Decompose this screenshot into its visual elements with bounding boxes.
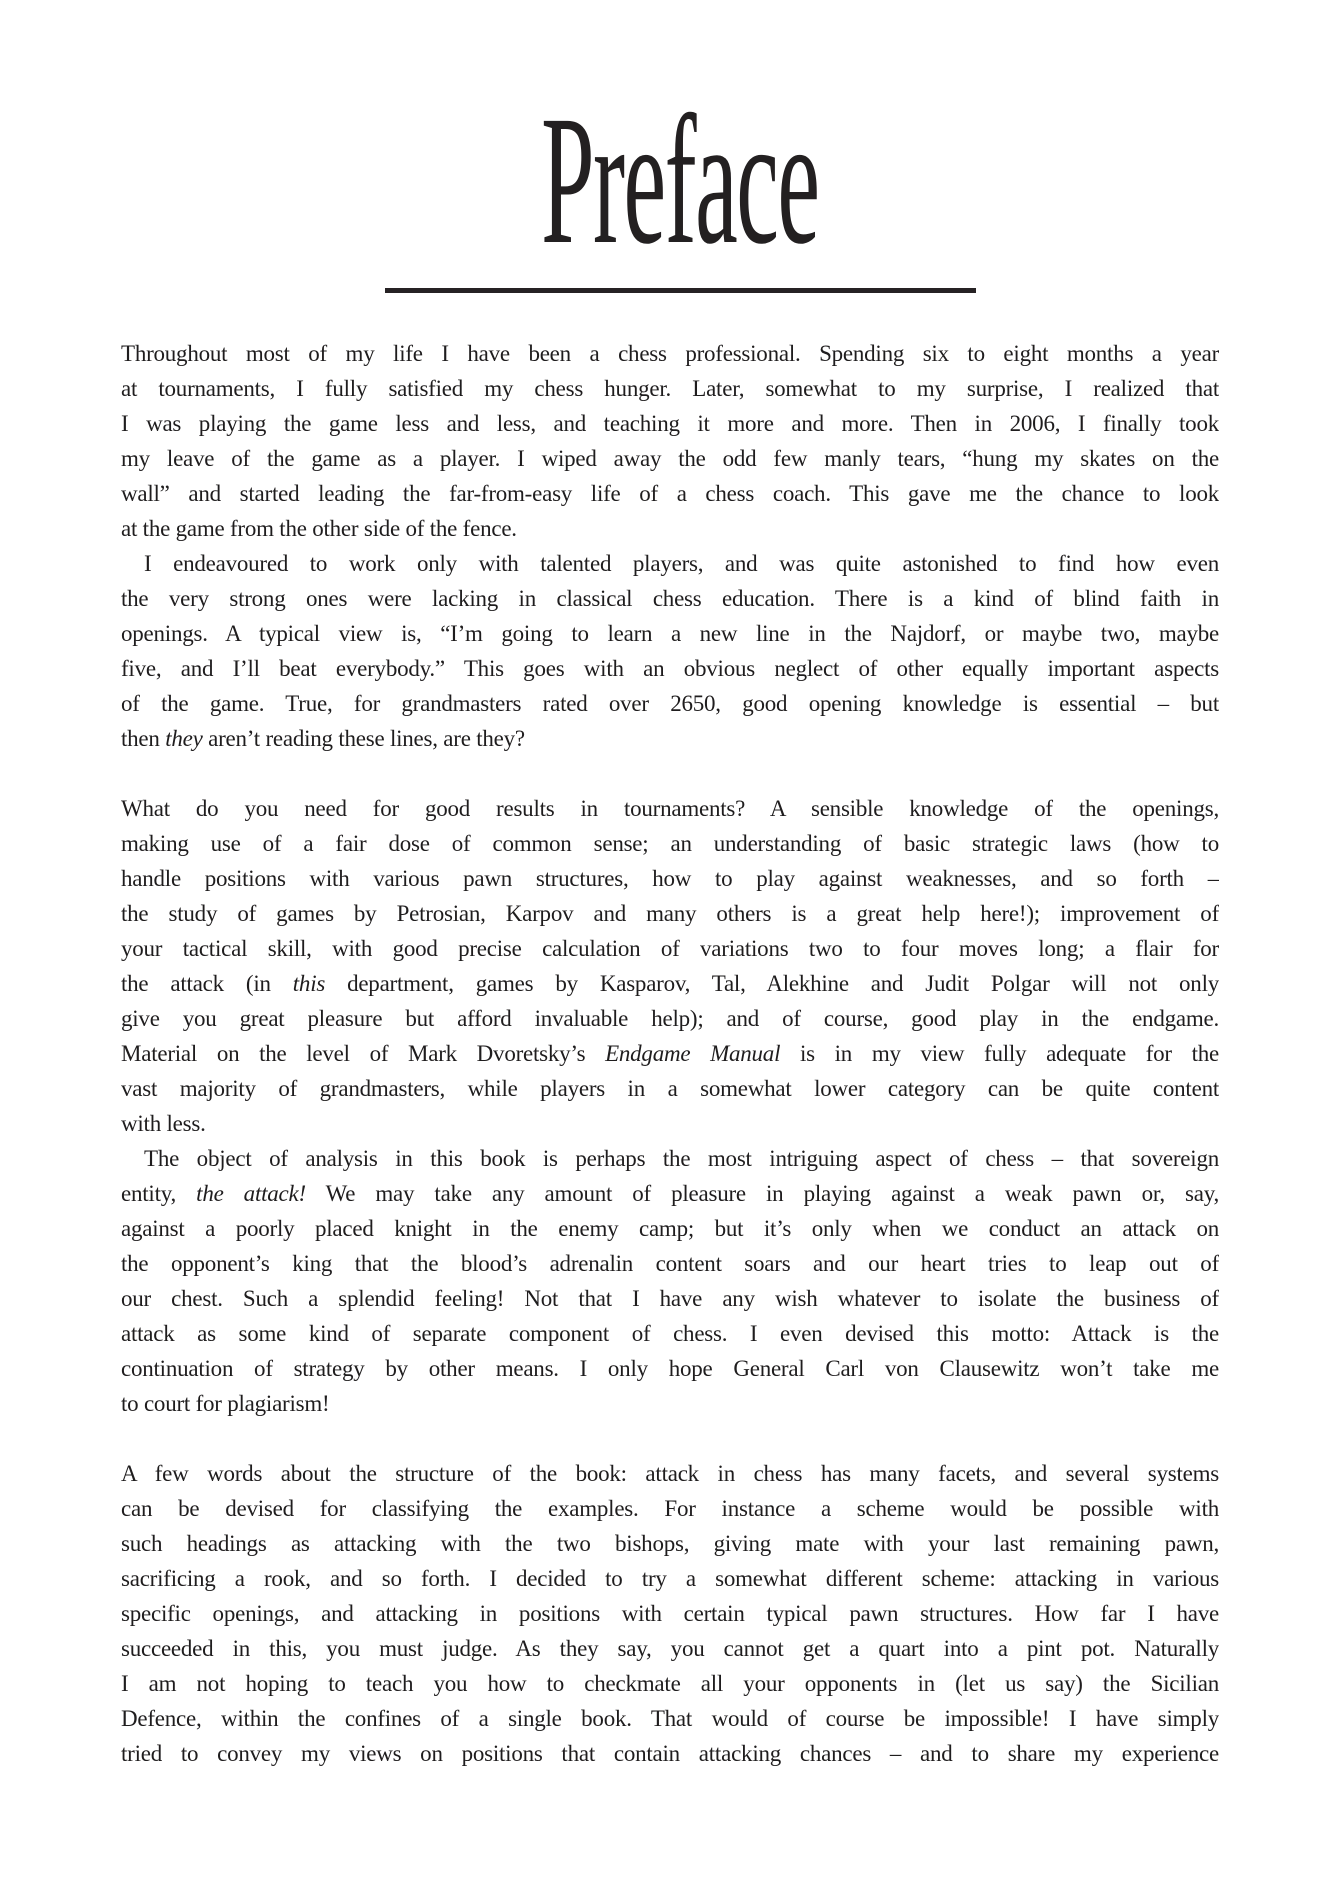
- text-line: [121, 861, 1219, 896]
- text-run: A few words about the structure of the book: attack in chess has many facets, and several systems: [121, 1461, 1219, 1486]
- text-line: [121, 476, 1219, 511]
- text-line: [121, 826, 1219, 861]
- text-run: The object of analysis in this book is perhaps the most intriguing aspect of chess – that sovereign: [144, 1146, 1219, 1171]
- text-line: [121, 966, 1219, 1001]
- italic-text-run: they: [165, 726, 203, 751]
- text-run: Material on the level of Mark Dvoretsky’s: [121, 1041, 606, 1066]
- text-line: [121, 1246, 1219, 1281]
- italic-text-run: Endgame Manual: [605, 1041, 781, 1066]
- text-run: against a poorly placed knight in the enemy camp; but it’s only when we conduct an attack on: [121, 1216, 1219, 1241]
- text-run: openings. A typical view is, “I’m going to learn a new line in the Najdorf, or maybe two, maybe: [121, 621, 1219, 646]
- text-run: We may take any amount of pleasure in playing against a weak pawn or, say,: [305, 1181, 1219, 1206]
- page-title-text: Preface: [540, 78, 819, 283]
- text-run: tried to convey my views on positions that contain attacking chances – and to share my experience: [121, 1741, 1219, 1766]
- text-line: [121, 1141, 1219, 1176]
- text-run: continuation of strategy by other means. I only hope General Carl von Clausewitz won’t take me: [121, 1356, 1219, 1381]
- text-run: at the game from the other side of the fence.: [121, 516, 517, 541]
- text-run: my leave of the game as a player. I wiped away the odd few manly tears, “hung my skates on the: [121, 446, 1219, 471]
- text-line: [121, 1071, 1219, 1106]
- text-line: [121, 581, 1219, 616]
- text-line: [121, 896, 1219, 931]
- preface-body: [121, 336, 1219, 1771]
- text-run: vast majority of grandmasters, while players in a somewhat lower category can be quite content: [121, 1076, 1219, 1101]
- text-line: [121, 1176, 1219, 1211]
- text-line: [121, 1596, 1219, 1631]
- text-run: your tactical skill, with good precise calculation of variations two to four moves long; a flair for: [121, 936, 1219, 961]
- text-run: the study of games by Petrosian, Karpov and many others is a great help here!); improvement of: [121, 901, 1219, 926]
- italic-text-run: the attack!: [196, 1181, 306, 1206]
- page-title: [0, 78, 1339, 283]
- text-line: [121, 1316, 1219, 1351]
- text-run: Throughout most of my life I have been a chess professional. Spending six to eight months a year: [121, 341, 1219, 366]
- text-run: the attack (in: [121, 971, 293, 996]
- paragraph: [121, 546, 1219, 756]
- text-line: [121, 1631, 1219, 1666]
- text-line: [121, 546, 1219, 581]
- text-run: department, games by Kasparov, Tal, Alekhine and Judit Polgar will not only: [325, 971, 1219, 996]
- text-run: Defence, within the confines of a single book. That would of course be impossible! I have simply: [121, 1706, 1219, 1731]
- text-line: [121, 1036, 1219, 1071]
- title-rule: [385, 288, 976, 293]
- italic-text-run: this: [292, 971, 326, 996]
- text-line: [121, 931, 1219, 966]
- text-run: give you great pleasure but afford invaluable help); and of course, good play in the endgame.: [121, 1006, 1219, 1031]
- text-line: [121, 406, 1219, 441]
- paragraph: [121, 1456, 1219, 1771]
- text-run: with less.: [121, 1111, 206, 1136]
- text-run: is in my view fully adequate for the: [780, 1041, 1219, 1066]
- paragraph: [121, 1141, 1219, 1421]
- text-line: [121, 1211, 1219, 1246]
- text-run: the opponent’s king that the blood’s adrenalin content soars and our heart tries to leap out of: [121, 1251, 1219, 1276]
- text-run: I endeavoured to work only with talented players, and was quite astonished to find how even: [144, 551, 1219, 576]
- text-line: [121, 511, 1219, 546]
- text-line: [121, 1386, 1219, 1421]
- text-run: our chest. Such a splendid feeling! Not that I have any wish whatever to isolate the business of: [121, 1286, 1219, 1311]
- text-line: [121, 686, 1219, 721]
- text-run: then: [121, 726, 166, 751]
- text-line: [121, 616, 1219, 651]
- text-line: [121, 1456, 1219, 1491]
- text-run: sacrificing a rook, and so forth. I decided to try a somewhat different scheme: attacking in various: [121, 1566, 1219, 1591]
- text-run: aren’t reading these lines, are they?: [202, 726, 525, 751]
- text-line: [121, 791, 1219, 826]
- text-run: of the game. True, for grandmasters rated over 2650, good opening knowledge is essential – but: [121, 691, 1219, 716]
- text-line: [121, 1106, 1219, 1141]
- text-line: [121, 336, 1219, 371]
- text-run: I am not hoping to teach you how to checkmate all your opponents in (let us say) the Sicilian: [121, 1671, 1219, 1696]
- text-line: [121, 371, 1219, 406]
- text-line: [121, 1701, 1219, 1736]
- text-line: [121, 1526, 1219, 1561]
- text-line: [121, 441, 1219, 476]
- text-run: attack as some kind of separate component of chess. I even devised this motto: Attack is the: [121, 1321, 1219, 1346]
- text-line: [121, 1001, 1219, 1036]
- text-run: the very strong ones were lacking in classical chess education. There is a kind of blind faith in: [121, 586, 1219, 611]
- text-line: [121, 1736, 1219, 1771]
- text-run: to court for plagiarism!: [121, 1391, 330, 1416]
- text-line: [121, 1491, 1219, 1526]
- text-run: such headings as attacking with the two bishops, giving mate with your last remaining pawn,: [121, 1531, 1219, 1556]
- text-run: can be devised for classifying the examples. For instance a scheme would be possible with: [121, 1496, 1219, 1521]
- text-run: at tournaments, I fully satisfied my chess hunger. Later, somewhat to my surprise, I realized that: [121, 376, 1219, 401]
- text-line: [121, 1666, 1219, 1701]
- text-run: What do you need for good results in tournaments? A sensible knowledge of the openings,: [121, 796, 1219, 821]
- text-line: [121, 1281, 1219, 1316]
- text-run: specific openings, and attacking in positions with certain typical pawn structures. How far I have: [121, 1601, 1219, 1626]
- text-line: [121, 1561, 1219, 1596]
- text-run: making use of a fair dose of common sense; an understanding of basic strategic laws (how to: [121, 831, 1219, 856]
- text-run: wall” and started leading the far-from-easy life of a chess coach. This gave me the chance to look: [121, 481, 1219, 506]
- paragraph: [121, 336, 1219, 546]
- text-run: I was playing the game less and less, and teaching it more and more. Then in 2006, I finally took: [121, 411, 1219, 436]
- text-line: [121, 651, 1219, 686]
- text-run: entity,: [121, 1181, 197, 1206]
- text-line: [121, 1351, 1219, 1386]
- paragraph: [121, 791, 1219, 1141]
- text-line: [121, 721, 1219, 756]
- text-run: five, and I’ll beat everybody.” This goes with an obvious neglect of other equally important aspects: [121, 656, 1219, 681]
- text-run: handle positions with various pawn structures, how to play against weaknesses, and so forth –: [121, 866, 1219, 891]
- text-run: succeeded in this, you must judge. As they say, you cannot get a quart into a pint pot. Naturally: [121, 1636, 1219, 1661]
